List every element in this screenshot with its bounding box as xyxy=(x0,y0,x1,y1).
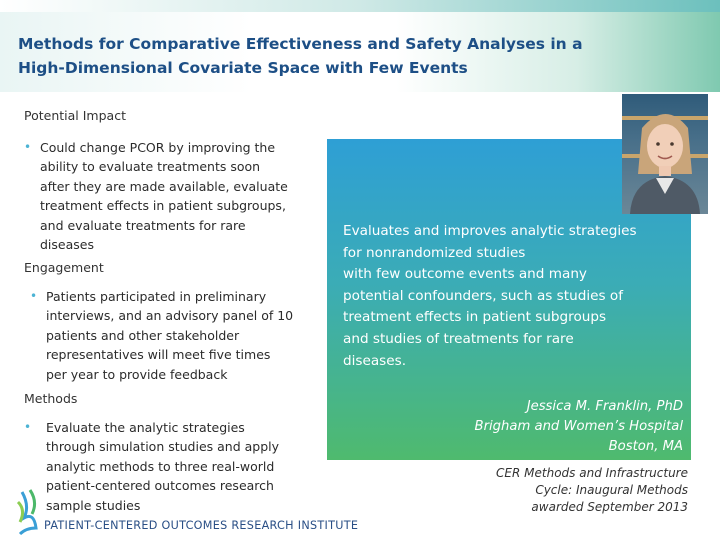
bullet-line: patients and other stakeholder xyxy=(46,327,240,343)
bullet-line: Patients participated in preliminary xyxy=(46,289,267,304)
cycle-name: Cycle: Inaugural Methods xyxy=(535,483,688,497)
investigator-organization: Brigham and Women’s Hospital xyxy=(474,419,683,434)
bullet-marker: • xyxy=(24,420,32,434)
methods-heading: Methods xyxy=(24,391,78,406)
bullet-line: analytic methods to three real-world xyxy=(46,458,275,474)
bullet-line: and evaluate treatments for rare xyxy=(40,217,246,233)
investigator-location: Boston, MA xyxy=(608,439,683,454)
potential-impact-heading: Potential Impact xyxy=(24,108,126,123)
title-line-2: High-Dimensional Covariate Space with Few Events xyxy=(18,59,468,77)
summary-line: with few outcome events and many xyxy=(343,266,587,283)
bullet-line: ability to evaluate treatments soon xyxy=(40,159,261,175)
logo-wordmark: PATIENT-CENTERED OUTCOMES RESEARCH INSTITUTE xyxy=(44,519,359,532)
bullet-line: diseases xyxy=(40,237,94,253)
bullet-line: representatives will meet five times xyxy=(46,347,271,363)
summary-line: Evaluates and improves analytic strategies xyxy=(343,223,637,239)
program-name: CER Methods and Infrastructure xyxy=(496,466,688,480)
bullet-line: Evaluate the analytic strategies xyxy=(46,420,245,435)
investigator-photo xyxy=(622,94,708,214)
engagement-bullet xyxy=(24,287,293,384)
summary-line: for nonrandomized studies xyxy=(343,244,526,261)
funding-cycle-info xyxy=(496,465,688,516)
summary-line: potential confounders, such as studies of xyxy=(343,287,623,304)
summary-line: diseases. xyxy=(343,352,407,369)
slide-title xyxy=(18,32,658,80)
bullet-line: sample studies xyxy=(46,497,141,513)
bullet-line: Could change PCOR by improving the xyxy=(40,140,276,155)
bullet-marker: • xyxy=(30,289,38,303)
award-date: awarded September 2013 xyxy=(531,500,688,514)
portrait-figure xyxy=(622,94,708,214)
engagement-heading: Engagement xyxy=(24,260,104,275)
potential-impact-bullet xyxy=(24,138,288,254)
bullet-line: after they are made available, evaluate xyxy=(40,178,288,194)
bullet-line: treatment effects in patient subgroups, xyxy=(40,198,286,214)
summary-line: treatment effects in patient subgroups xyxy=(343,309,607,326)
bullet-line: interviews, and an advisory panel of 10 xyxy=(46,308,294,324)
bullet-line: patient-centered outcomes research xyxy=(46,478,274,494)
bullet-marker: • xyxy=(24,140,32,154)
investigator-name: Jessica M. Franklin, PhD xyxy=(526,399,683,414)
bullet-line: per year to provide feedback xyxy=(46,366,228,382)
investigator-info xyxy=(475,397,683,457)
summary-line: and studies of treatments for rare xyxy=(343,330,574,347)
title-line-1: Methods for Comparative Effectiveness and Safety Analyses in a xyxy=(18,35,583,53)
summary-text xyxy=(343,221,683,372)
bullet-line: through simulation studies and apply xyxy=(46,439,280,455)
